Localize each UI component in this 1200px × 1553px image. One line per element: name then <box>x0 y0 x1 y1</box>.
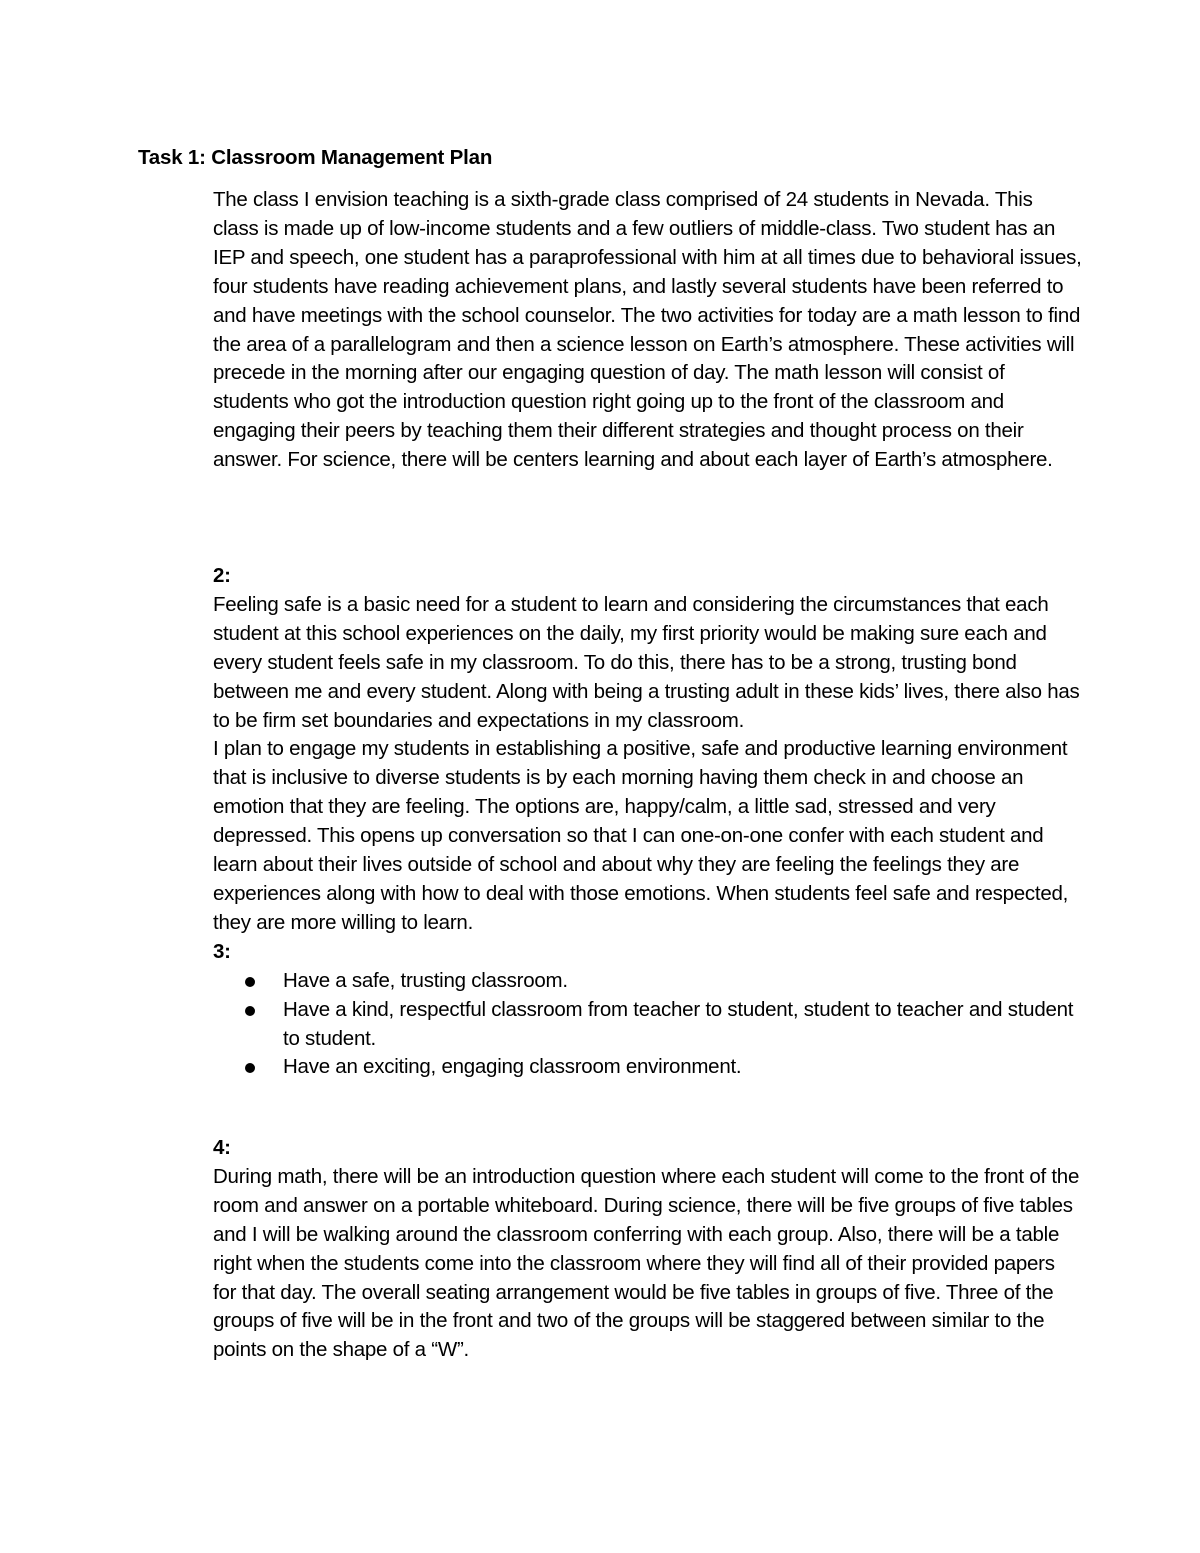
list-item-text: Have an exciting, engaging classroom environment. <box>283 1055 742 1079</box>
bullet-icon <box>245 977 255 987</box>
bullet-icon <box>245 1063 255 1073</box>
section-2-paragraph-2: I plan to engage my students in establishing a positive, safe and productive learning environment that is inclusive to diverse students is by each morning having them check in and choose an emotion that they are feeling. The options are, happy/calm, a little sad, stressed and very depressed. This opens up conversation so that I can one-on-one confer with each student and learn about their lives outside of school and about why they are feeling the feelings they are experiences along with how to deal with those emotions. When students feel safe and respected, they are more willing to learn. <box>213 737 1069 934</box>
list-item <box>213 967 1083 996</box>
list-item <box>213 1053 1083 1082</box>
section-1-paragraph: The class I envision teaching is a sixth-grade class comprised of 24 students in Nevada. This class is made up of low-income students and a few outliers of middle-class. Two student has an IEP and speech, one student has a paraprofessional with him at all times due to behavioral issues, four students have reading achievement plans, and lastly several students have been referred to and have meetings with the school counselor. The two activities for today are a math lesson to find the area of a parallelogram and then a science lesson on Earth’s atmosphere. These activities will precede in the morning after our engaging question of day. The math lesson will consist of students who got the introduction question right going up to the front of the classroom and engaging their peers by teaching them their different strategies and thought process on their answer. For science, there will be centers learning and about each layer of Earth’s atmosphere. <box>213 188 1082 472</box>
section-1 <box>213 186 1083 475</box>
document-title: Task 1: Classroom Management Plan <box>138 146 493 169</box>
section-2-heading: 2: <box>213 564 231 587</box>
section-2-and-3 <box>213 562 1083 1082</box>
section-4-heading: 4: <box>213 1136 231 1159</box>
goal-list <box>213 967 1083 1083</box>
list-item-text: Have a safe, trusting classroom. <box>283 968 568 992</box>
section-4-paragraph: During math, there will be an introduction question where each student will come to the front of the room and answer on a portable whiteboard. During science, there will be five groups of five tables and I will be walking around the classroom conferring with each group. Also, there will be a table right when the students come into the classroom where they will find all of their provided papers for that day. The overall seating arrangement would be five tables in groups of five. Three of the groups of five will be in the front and two of the groups will be staggered between similar to the points on the shape of a “W”. <box>213 1164 1080 1362</box>
section-4 <box>213 1134 1083 1365</box>
list-item <box>213 996 1083 1054</box>
section-3-heading: 3: <box>213 939 231 963</box>
list-item-text: Have a kind, respectful classroom from teacher to student, student to teacher and student to student. <box>283 997 1074 1050</box>
section-2-paragraph-1: Feeling safe is a basic need for a student to learn and considering the circumstances that each student at this school experiences on the daily, my first priority would be making sure each and every student feels safe in my classroom. To do this, there has to be a strong, trusting bond between me and every student. Along with being a trusting adult in these kids’ lives, there also has to be firm set boundaries and expectations in my classroom. <box>213 592 1080 732</box>
bullet-icon <box>245 1006 255 1016</box>
